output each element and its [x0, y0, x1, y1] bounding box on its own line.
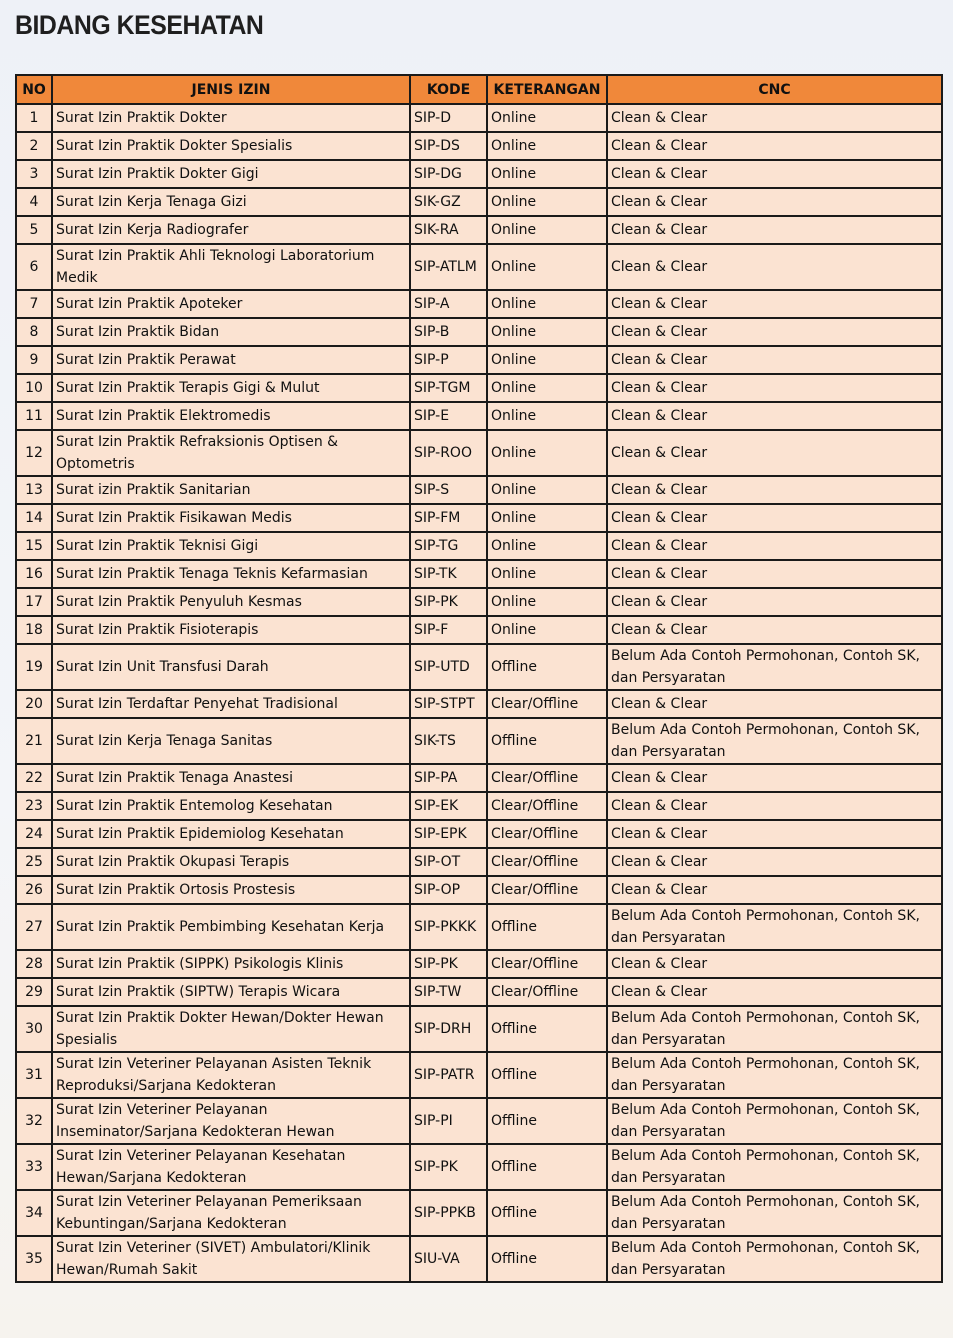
cell-keterangan: Online [487, 476, 607, 504]
cell-kode: SIP-D [410, 104, 487, 132]
cell-kode: SIP-PK [410, 588, 487, 616]
cell-kode: SIP-ROO [410, 430, 487, 476]
header-kode: KODE [410, 75, 487, 104]
cell-keterangan: Online [487, 290, 607, 318]
cell-jenis-izin: Surat Izin Praktik Pembimbing Kesehatan Kerja [52, 904, 410, 950]
cell-cnc: Clean & Clear [607, 560, 942, 588]
cell-jenis-izin: Surat Izin Praktik (SIPPK) Psikologis Klinis [52, 950, 410, 978]
cell-cnc: Belum Ada Contoh Permohonan, Contoh SK, dan Persyaratan [607, 1052, 942, 1098]
cell-no: 31 [16, 1052, 52, 1098]
cell-kode: SIP-PPKB [410, 1190, 487, 1236]
table-row [16, 904, 942, 950]
table-row [16, 616, 942, 644]
table-row [16, 216, 942, 244]
cell-cnc: Clean & Clear [607, 616, 942, 644]
cell-keterangan: Offline [487, 1006, 607, 1052]
table-header-row [16, 75, 942, 104]
cell-cnc: Clean & Clear [607, 476, 942, 504]
cell-keterangan: Clear/Offline [487, 792, 607, 820]
cell-jenis-izin: Surat Izin Kerja Radiografer [52, 216, 410, 244]
cell-no: 2 [16, 132, 52, 160]
cell-kode: SIP-TG [410, 532, 487, 560]
table-row [16, 160, 942, 188]
cell-jenis-izin: Surat Izin Kerja Tenaga Gizi [52, 188, 410, 216]
cell-keterangan: Clear/Offline [487, 978, 607, 1006]
cell-no: 21 [16, 718, 52, 764]
cell-keterangan: Offline [487, 1144, 607, 1190]
cell-jenis-izin: Surat Izin Praktik Refraksionis Optisen & Optometris [52, 430, 410, 476]
cell-cnc: Clean & Clear [607, 132, 942, 160]
cell-jenis-izin: Surat Izin Kerja Tenaga Sanitas [52, 718, 410, 764]
cell-kode: SIP-P [410, 346, 487, 374]
cell-no: 35 [16, 1236, 52, 1282]
cell-cnc: Clean & Clear [607, 430, 942, 476]
cell-keterangan: Offline [487, 644, 607, 690]
cell-jenis-izin: Surat Izin Praktik Entemolog Kesehatan [52, 792, 410, 820]
cell-cnc: Clean & Clear [607, 950, 942, 978]
cell-no: 18 [16, 616, 52, 644]
table-row [16, 644, 942, 690]
cell-cnc: Clean & Clear [607, 402, 942, 430]
cell-jenis-izin: Surat Izin Praktik Dokter [52, 104, 410, 132]
cell-no: 1 [16, 104, 52, 132]
table-row [16, 1144, 942, 1190]
table-row [16, 244, 942, 290]
cell-no: 14 [16, 504, 52, 532]
cell-jenis-izin: Surat Izin Praktik Teknisi Gigi [52, 532, 410, 560]
cell-cnc: Belum Ada Contoh Permohonan, Contoh SK, dan Persyaratan [607, 904, 942, 950]
cell-jenis-izin: Surat Izin Praktik Dokter Spesialis [52, 132, 410, 160]
header-jenis-izin: JENIS IZIN [52, 75, 410, 104]
cell-kode: SIK-GZ [410, 188, 487, 216]
cell-cnc: Clean & Clear [607, 504, 942, 532]
cell-kode: SIK-TS [410, 718, 487, 764]
table-row [16, 848, 942, 876]
cell-cnc: Belum Ada Contoh Permohonan, Contoh SK, dan Persyaratan [607, 1098, 942, 1144]
cell-no: 15 [16, 532, 52, 560]
table-row [16, 402, 942, 430]
cell-no: 20 [16, 690, 52, 718]
cell-cnc: Clean & Clear [607, 318, 942, 346]
cell-kode: SIP-EPK [410, 820, 487, 848]
cell-cnc: Clean & Clear [607, 346, 942, 374]
cell-kode: SIP-EK [410, 792, 487, 820]
cell-keterangan: Online [487, 402, 607, 430]
cell-no: 25 [16, 848, 52, 876]
cell-cnc: Clean & Clear [607, 820, 942, 848]
cell-no: 33 [16, 1144, 52, 1190]
cell-jenis-izin: Surat Izin Praktik Apoteker [52, 290, 410, 318]
cell-kode: SIP-OT [410, 848, 487, 876]
cell-jenis-izin: Surat izin Praktik Sanitarian [52, 476, 410, 504]
cell-keterangan: Online [487, 374, 607, 402]
cell-jenis-izin: Surat Izin Praktik Penyuluh Kesmas [52, 588, 410, 616]
cell-no: 6 [16, 244, 52, 290]
cell-cnc: Clean & Clear [607, 532, 942, 560]
cell-cnc: Clean & Clear [607, 764, 942, 792]
table-row [16, 374, 942, 402]
cell-no: 3 [16, 160, 52, 188]
cell-kode: SIP-DS [410, 132, 487, 160]
cell-kode: SIP-OP [410, 876, 487, 904]
table-row [16, 188, 942, 216]
cell-kode: SIP-PATR [410, 1052, 487, 1098]
cell-keterangan: Online [487, 132, 607, 160]
cell-no: 13 [16, 476, 52, 504]
cell-no: 22 [16, 764, 52, 792]
table-row [16, 876, 942, 904]
cell-cnc: Clean & Clear [607, 876, 942, 904]
cell-kode: SIP-FM [410, 504, 487, 532]
table-row [16, 132, 942, 160]
cell-no: 7 [16, 290, 52, 318]
table-row [16, 690, 942, 718]
cell-jenis-izin: Surat Izin Unit Transfusi Darah [52, 644, 410, 690]
cell-no: 5 [16, 216, 52, 244]
cell-kode: SIP-E [410, 402, 487, 430]
table-row [16, 764, 942, 792]
cell-no: 27 [16, 904, 52, 950]
cell-no: 26 [16, 876, 52, 904]
cell-keterangan: Offline [487, 1236, 607, 1282]
cell-cnc: Belum Ada Contoh Permohonan, Contoh SK, dan Persyaratan [607, 718, 942, 764]
cell-keterangan: Online [487, 188, 607, 216]
cell-jenis-izin: Surat Izin Veteriner (SIVET) Ambulatori/Klinik Hewan/Rumah Sakit [52, 1236, 410, 1282]
table-row [16, 346, 942, 374]
cell-keterangan: Clear/Offline [487, 764, 607, 792]
table-row [16, 1190, 942, 1236]
cell-jenis-izin: Surat Izin Praktik Ahli Teknologi Laboratorium Medik [52, 244, 410, 290]
table-row [16, 1006, 942, 1052]
cell-keterangan: Offline [487, 1190, 607, 1236]
cell-keterangan: Online [487, 532, 607, 560]
cell-keterangan: Offline [487, 718, 607, 764]
cell-cnc: Belum Ada Contoh Permohonan, Contoh SK, dan Persyaratan [607, 1144, 942, 1190]
cell-jenis-izin: Surat Izin Praktik Perawat [52, 346, 410, 374]
cell-kode: SIP-DRH [410, 1006, 487, 1052]
cell-kode: SIP-PKKK [410, 904, 487, 950]
table-row [16, 318, 942, 346]
table-row [16, 1236, 942, 1282]
cell-keterangan: Clear/Offline [487, 848, 607, 876]
cell-keterangan: Clear/Offline [487, 690, 607, 718]
cell-keterangan: Online [487, 346, 607, 374]
cell-jenis-izin: Surat Izin Praktik Ortosis Prostesis [52, 876, 410, 904]
cell-cnc: Belum Ada Contoh Permohonan, Contoh SK, dan Persyaratan [607, 1006, 942, 1052]
cell-cnc: Clean & Clear [607, 374, 942, 402]
cell-no: 28 [16, 950, 52, 978]
page-title: BIDANG KESEHATAN [15, 10, 264, 40]
cell-jenis-izin: Surat Izin Praktik Dokter Hewan/Dokter Hewan Spesialis [52, 1006, 410, 1052]
cell-cnc: Clean & Clear [607, 290, 942, 318]
table-row [16, 950, 942, 978]
cell-jenis-izin: Surat Izin Praktik Bidan [52, 318, 410, 346]
cell-jenis-izin: Surat Izin Praktik Okupasi Terapis [52, 848, 410, 876]
cell-kode: SIP-B [410, 318, 487, 346]
cell-cnc: Belum Ada Contoh Permohonan, Contoh SK, dan Persyaratan [607, 644, 942, 690]
cell-kode: SIP-UTD [410, 644, 487, 690]
cell-no: 30 [16, 1006, 52, 1052]
cell-kode: SIP-PK [410, 950, 487, 978]
cell-jenis-izin: Surat Izin Praktik Fisikawan Medis [52, 504, 410, 532]
cell-no: 29 [16, 978, 52, 1006]
cell-cnc: Clean & Clear [607, 792, 942, 820]
cell-keterangan: Clear/Offline [487, 950, 607, 978]
cell-keterangan: Offline [487, 1052, 607, 1098]
cell-no: 24 [16, 820, 52, 848]
cell-cnc: Clean & Clear [607, 104, 942, 132]
table-row [16, 532, 942, 560]
cell-kode: SIU-VA [410, 1236, 487, 1282]
cell-no: 23 [16, 792, 52, 820]
cell-cnc: Clean & Clear [607, 588, 942, 616]
cell-cnc: Belum Ada Contoh Permohonan, Contoh SK, dan Persyaratan [607, 1190, 942, 1236]
cell-jenis-izin: Surat Izin Veteriner Pelayanan Inseminator/Sarjana Kedokteran Hewan [52, 1098, 410, 1144]
table-row [16, 1098, 942, 1144]
table-row [16, 290, 942, 318]
cell-kode: SIK-RA [410, 216, 487, 244]
cell-no: 12 [16, 430, 52, 476]
cell-no: 17 [16, 588, 52, 616]
cell-cnc: Clean & Clear [607, 848, 942, 876]
cell-kode: SIP-PK [410, 1144, 487, 1190]
table-row [16, 588, 942, 616]
cell-kode: SIP-TW [410, 978, 487, 1006]
cell-no: 32 [16, 1098, 52, 1144]
cell-cnc: Clean & Clear [607, 188, 942, 216]
cell-keterangan: Clear/Offline [487, 876, 607, 904]
cell-no: 16 [16, 560, 52, 588]
cell-kode: SIP-F [410, 616, 487, 644]
cell-keterangan: Online [487, 104, 607, 132]
cell-jenis-izin: Surat Izin Praktik Elektromedis [52, 402, 410, 430]
cell-kode: SIP-TK [410, 560, 487, 588]
cell-keterangan: Online [487, 430, 607, 476]
cell-keterangan: Online [487, 616, 607, 644]
cell-no: 19 [16, 644, 52, 690]
cell-keterangan: Online [487, 560, 607, 588]
cell-jenis-izin: Surat Izin Praktik (SIPTW) Terapis Wicara [52, 978, 410, 1006]
cell-no: 9 [16, 346, 52, 374]
cell-jenis-izin: Surat Izin Veteriner Pelayanan Asisten Teknik Reproduksi/Sarjana Kedokteran [52, 1052, 410, 1098]
cell-no: 8 [16, 318, 52, 346]
cell-cnc: Belum Ada Contoh Permohonan, Contoh SK, dan Persyaratan [607, 1236, 942, 1282]
cell-cnc: Clean & Clear [607, 244, 942, 290]
cell-keterangan: Clear/Offline [487, 820, 607, 848]
cell-jenis-izin: Surat Izin Praktik Terapis Gigi & Mulut [52, 374, 410, 402]
cell-keterangan: Online [487, 216, 607, 244]
cell-kode: SIP-S [410, 476, 487, 504]
cell-keterangan: Online [487, 504, 607, 532]
cell-jenis-izin: Surat Izin Praktik Tenaga Teknis Kefarmasian [52, 560, 410, 588]
header-keterangan: KETERANGAN [487, 75, 607, 104]
table-body [16, 104, 942, 1282]
cell-jenis-izin: Surat Izin Praktik Tenaga Anastesi [52, 764, 410, 792]
cell-kode: SIP-A [410, 290, 487, 318]
cell-kode: SIP-PI [410, 1098, 487, 1144]
table-row [16, 104, 942, 132]
cell-no: 4 [16, 188, 52, 216]
cell-no: 11 [16, 402, 52, 430]
cell-jenis-izin: Surat Izin Veteriner Pelayanan Kesehatan Hewan/Sarjana Kedokteran [52, 1144, 410, 1190]
cell-jenis-izin: Surat Izin Praktik Epidemiolog Kesehatan [52, 820, 410, 848]
table-row [16, 560, 942, 588]
cell-kode: SIP-DG [410, 160, 487, 188]
cell-kode: SIP-ATLM [410, 244, 487, 290]
cell-keterangan: Offline [487, 1098, 607, 1144]
cell-kode: SIP-PA [410, 764, 487, 792]
cell-jenis-izin: Surat Izin Praktik Fisioterapis [52, 616, 410, 644]
table-row [16, 820, 942, 848]
table-row [16, 978, 942, 1006]
cell-jenis-izin: Surat Izin Terdaftar Penyehat Tradisional [52, 690, 410, 718]
cell-no: 10 [16, 374, 52, 402]
permit-table [15, 74, 943, 1283]
table-row [16, 430, 942, 476]
header-cnc: CNC [607, 75, 942, 104]
cell-cnc: Clean & Clear [607, 690, 942, 718]
cell-cnc: Clean & Clear [607, 216, 942, 244]
cell-cnc: Clean & Clear [607, 978, 942, 1006]
cell-no: 34 [16, 1190, 52, 1236]
table-row [16, 504, 942, 532]
cell-keterangan: Online [487, 318, 607, 346]
table-row [16, 718, 942, 764]
cell-jenis-izin: Surat Izin Veteriner Pelayanan Pemeriksaan Kebuntingan/Sarjana Kedokteran [52, 1190, 410, 1236]
cell-jenis-izin: Surat Izin Praktik Dokter Gigi [52, 160, 410, 188]
cell-keterangan: Online [487, 160, 607, 188]
cell-cnc: Clean & Clear [607, 160, 942, 188]
cell-keterangan: Offline [487, 904, 607, 950]
header-no: NO [16, 75, 52, 104]
cell-keterangan: Online [487, 244, 607, 290]
table-row [16, 476, 942, 504]
cell-kode: SIP-TGM [410, 374, 487, 402]
table-row [16, 1052, 942, 1098]
cell-kode: SIP-STPT [410, 690, 487, 718]
cell-keterangan: Online [487, 588, 607, 616]
table-row [16, 792, 942, 820]
